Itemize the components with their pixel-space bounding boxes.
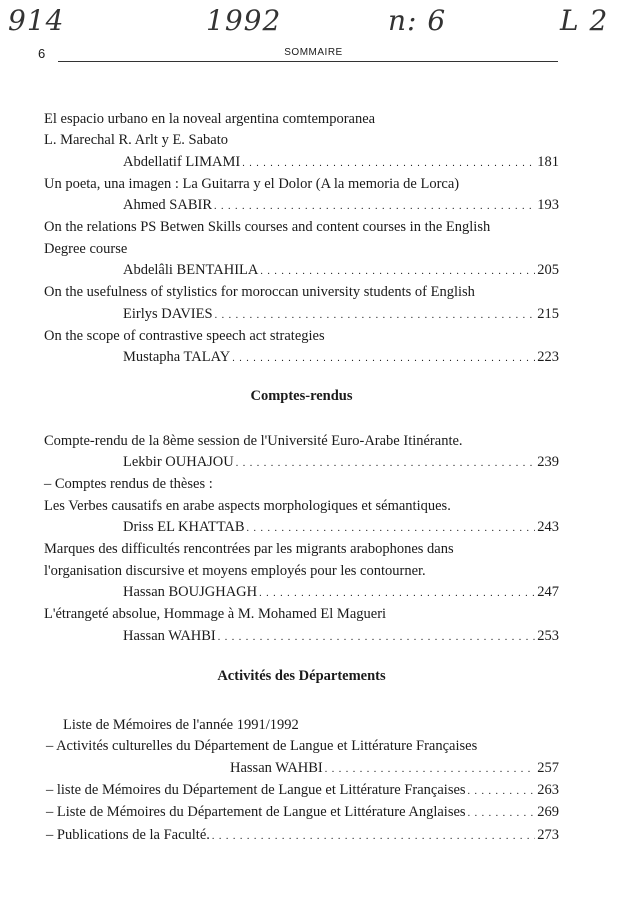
entry-page: 239 xyxy=(537,454,559,471)
toc-entry xyxy=(44,282,559,326)
entry-page: 215 xyxy=(537,305,559,322)
section-heading: Activités des Départements xyxy=(217,667,386,684)
toc-entry xyxy=(44,174,559,218)
item-text: – Liste de Mémoires du Département de Langue et Littérature Anglaises xyxy=(46,804,466,821)
dot-leader xyxy=(215,305,536,326)
entry-title: Un poeta, una imagen : La Guitarra y el Dolor (A la memoria de Lorca) xyxy=(44,175,460,192)
toc-entry xyxy=(44,474,559,539)
toc-entry xyxy=(44,109,559,174)
entry-title: Compte-rendu de la 8ème session de l'Université Euro-Arabe Itinérante. xyxy=(44,432,463,449)
dot-leader xyxy=(259,583,535,604)
dot-leader xyxy=(236,453,536,474)
entry-page: 273 xyxy=(537,826,559,843)
entry-author: Abdellatif LIMAMI xyxy=(123,153,241,170)
dot-leader xyxy=(325,759,535,780)
entry-title: Les Verbes causatifs en arabe aspects morphologiques et sémantiques. xyxy=(44,497,451,514)
running-title: SOMMAIRE xyxy=(284,47,343,58)
toc-entry xyxy=(44,326,559,370)
entry-page: 257 xyxy=(537,759,559,776)
entry-author: Lekbir OUHAJOU xyxy=(123,454,234,471)
entry-author-line xyxy=(44,260,559,282)
entry-author-line xyxy=(44,304,559,326)
dot-leader xyxy=(260,261,535,282)
handwritten-note-year: 1992 xyxy=(206,4,282,37)
toc-entry xyxy=(44,431,559,475)
handwritten-note-code: L 2 xyxy=(560,4,609,37)
dot-leader xyxy=(468,781,536,802)
entry-title: On the relations PS Betwen Skills courses and content courses in the English xyxy=(44,219,491,236)
activity-title: – Activités culturelles du Département de Langue et Littérature Françaises xyxy=(46,738,478,755)
entry-author-line xyxy=(44,152,559,174)
toc-item xyxy=(44,780,559,802)
toc-entry xyxy=(44,604,559,648)
entry-author-line xyxy=(44,626,559,648)
dot-leader xyxy=(218,627,535,648)
entry-title: On the scope of contrastive speech act strategies xyxy=(44,327,325,344)
entry-author: Mustapha TALAY xyxy=(123,349,231,366)
entry-title: El espacio urbano en la noveal argentina comtemporanea xyxy=(44,111,376,127)
entry-title: L. Marechal R. Arlt y E. Sabato xyxy=(44,132,229,149)
handwritten-note-ref: 914 xyxy=(8,4,65,37)
entry-page: 263 xyxy=(537,782,559,799)
dot-leader xyxy=(468,803,536,824)
entry-author-line xyxy=(44,195,559,217)
entry-author: Hassan BOUJGHAGH xyxy=(123,583,258,600)
entry-author: Eirlys DAVIES xyxy=(123,305,213,322)
entry-page: 269 xyxy=(537,804,559,821)
entry-author: Driss EL KHATTAB xyxy=(123,519,245,536)
intro-line: Liste de Mémoires de l'année 1991/1992 xyxy=(63,717,299,734)
item-text: – liste de Mémoires du Département de Langue et Littérature Françaises xyxy=(46,782,466,799)
entry-author: Hassan WAHBI xyxy=(123,627,216,644)
toc-entry xyxy=(44,217,559,282)
entry-author: Hassan WAHBI xyxy=(230,759,323,776)
entry-page: 205 xyxy=(537,262,559,279)
entry-author-line xyxy=(44,452,559,474)
dot-leader xyxy=(232,348,535,369)
dot-leader xyxy=(247,518,536,539)
entry-page: 253 xyxy=(537,627,559,644)
dot-leader xyxy=(242,153,535,174)
entry-author-line xyxy=(44,582,559,604)
header-rule xyxy=(58,61,558,62)
dot-leader xyxy=(214,196,535,217)
entry-author-line xyxy=(44,758,559,780)
entry-page: 243 xyxy=(537,519,559,536)
entry-page: 193 xyxy=(537,197,559,214)
handwritten-note-number: n: 6 xyxy=(388,4,447,37)
table-of-contents xyxy=(44,109,559,847)
entry-author-line xyxy=(44,347,559,369)
entry-author: Abdelâli BENTAHILA xyxy=(123,262,259,279)
toc-entry xyxy=(44,539,559,604)
entry-author-line xyxy=(44,517,559,539)
toc-item xyxy=(44,825,559,847)
section-heading: Comptes-rendus xyxy=(250,387,353,404)
item-text: – Publications de la Faculté. xyxy=(46,826,210,843)
entry-title: – Comptes rendus de thèses : xyxy=(44,476,213,493)
page-number: 6 xyxy=(38,46,46,61)
toc-item xyxy=(44,802,559,824)
dot-leader xyxy=(212,826,535,847)
entry-page: 181 xyxy=(537,153,559,170)
entry-title: l'organisation discursive et moyens employés pour les contourner. xyxy=(44,562,426,579)
entry-title: On the usefulness of stylistics for moroccan university students of English xyxy=(44,284,475,301)
entry-page: 223 xyxy=(537,349,559,366)
entry-title: Degree course xyxy=(44,240,128,257)
entry-title: L'étrangeté absolue, Hommage à M. Mohamed El Magueri xyxy=(44,606,387,623)
entry-title: Marques des difficultés rencontrées par les migrants arabophones dans xyxy=(44,541,454,558)
entry-page: 247 xyxy=(537,583,559,600)
entry-author: Ahmed SABIR xyxy=(123,197,213,214)
